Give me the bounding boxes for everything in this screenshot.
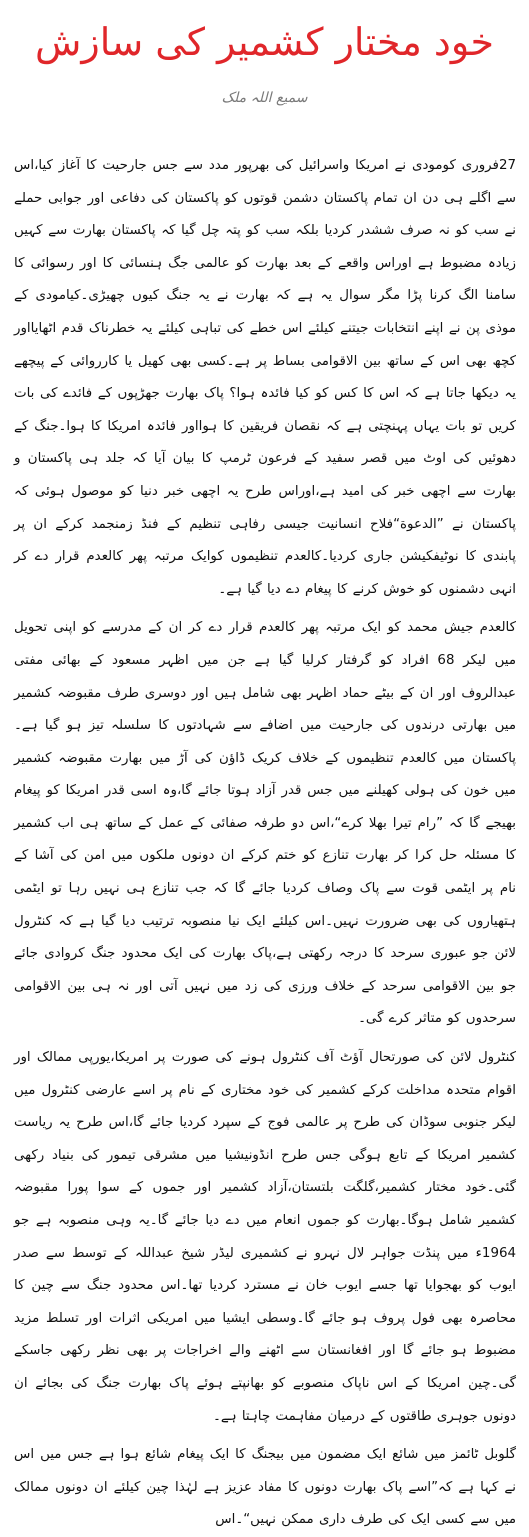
article-paragraph-1: 27فروری کومودی نے امریکا واسرائیل کی بھرپور مدد سے جس جارحیت کا آغاز کیا،اس سے اگلے ہی دن ان تمام پاکستان دشمن قوتوں کو پاکستان کی دفاعی اور جوابی حملے نے سب کو نہ صرف ششدر کردیا بلکہ سب کو پتہ چل گیا کہ پاکستان بھارت سے کہیں زیادہ مضبوط ہے اوراس واقعے کے بعد بھارت کو عالمی جگ ہنسائی کا اور رسوائی کا سامنا الگ کرنا پڑا مگر سوال یہ ہے کہ بھارت نے یہ جنگ کیوں چھیڑی۔کیامودی کے موذی پن نے اپنے انتخابات جیتنے کیلئے اس خطے کی تباہی کیلئے یہ خطرناک قدم اٹھایااور کچھ بھی اس کے ساتھ بین الاقوامی بساط پر ہے۔کسی بھی کھیل یا کارروائی کے پیچھے یہ دیکھا جاتا ہے کہ اس کا کس کو کیا فائدہ ہوا؟ پاک بھارت جھڑپوں کے فائدے کی بات کریں تو بات یہاں پہنچتی ہے کہ نقصان فریقین کا ہوااور فائدہ امریکا کا ہوا۔جنگ کے دھوئیں کی اوٹ میں قصر سفید کے فرعون ٹرمپ کا بیان آیا کہ جلد ہی پاکستان و بھارت سے اچھی خبر کی امید ہے،اوراس طرح یہ اچھی خبر دنیا کو موصول ہوئی کہ پاکستان نے ”الدعوة“فلاح انسانیت جیسی رفاہی تنظیم کے فنڈ زمنجمد کرکے ان پر پابندی کا نوٹیفکیشن جاری کردیا۔کالعدم تنظیموں کوایک مرتبہ پھر کالعدم قرار دے کر انہی دشمنوں کو خوش کرنے کا پیغام دے دیا گیا ہے۔ xyxy=(14,158,516,597)
article-body xyxy=(14,150,516,1528)
article-title: خود مختار کشمیر کی سازش xyxy=(35,20,494,64)
article-paragraph-3: کنٹرول لائن کی صورتحال آؤٹ آف کنٹرول ہونے کی صورت پر امریکا،یورپی ممالک اور اقوام متحدہ مداخلت کرکے کشمیر کی خود مختاری کے نام پر اسے عارضی کنٹرول میں لیکر جنوبی سوڈان کی طرح پر عالمی فوج کے سپرد کردیا جائے گا،اس طرح یہ ریاست کشمیر امریکا کے تابع ہوگی جس طرح انڈونیشیا میں مشرقی تیمور کی بنیاد رکھی گئی۔خود مختار کشمیر،گلگت بلتستان،آزاد کشمیر اور جموں کے سوا پورا مقبوضہ کشمیر شامل ہوگا۔بھارت کو جموں انعام میں دے دیا جائے گا۔یہ وہی منصوبہ ہے جو 1964ء میں پنڈت جواہر لال نہرو نے کشمیری لیڈر شیخ عبداللہ کے توسط سے صدر ایوب کو بھجوایا تھا جسے ایوب خان نے مسترد کردیا تھا۔اس محدود جنگ سے چین کا محاصرہ بھی فول پروف ہو جائے گا۔وسطی ایشیا میں امریکی اثرات اور تسلط مزید مضبوط ہو جائے گا اور افغانستان سے اٹھنے والے اخراجات پر بھی نظر رکھی جاسکے گی۔چین امریکا کے اس ناپاک منصوبے کو بھانپتے ہوئے پاک بھارت جنگ کی بجائے ان دونوں جوہری طاقتوں کے درمیان مفاہمت چاہتا ہے۔ xyxy=(14,1050,516,1424)
author-byline: سمیع اللہ ملک xyxy=(221,90,308,106)
article-paragraph-2: کالعدم جیش محمد کو ایک مرتبہ پھر کالعدم قرار دے کر ان کے مدرسے کو اپنی تحویل میں لیکر 68 افراد کو گرفتار کرلیا گیا ہے جن میں اظہر مسعود کے بھائی مفتی عبدالروف اور ان کے بیٹے حماد اظہر بھی شامل ہیں اور دوسری طرف مقبوضہ کشمیر میں بھارتی درندوں کی جارحیت میں اضافے سے شہادتوں کا سلسلہ تیز ہو گیا ہے۔پاکستان میں کالعدم تنظیموں کے خلاف کریک ڈاؤن کی آڑ میں بھارت مقبوضہ کشمیر میں خون کی ہولی کھیلنے میں جس قدر آزاد ہوتا جائے گا،وہ اسی قدر امریکا کو پیغام بھیجے گا کہ ”رام تیرا بھلا کرے“،اس دو طرفہ صفائی کے عمل کے ساتھ ہی اب کشمیر کا مسئلہ حل کرا کر بھارت تنازع کو ختم کرکے ان دونوں ملکوں میں امن کی آشا کے نام پر ایٹمی قوت سے پاک وصاف کردیا جائے گا کہ جب تنازع ہی نہیں رہا تو ایٹمی ہتھیاروں کی بھی ضرورت نہیں۔اس کیلئے ایک نیا منصوبہ ترتیب دیا گیا ہے کہ کنٹرول لائن جو عبوری سرحد کا درجہ رکھتی ہے،پاک بھارت کی ایک محدود جنگ کروادی جائے جو بین الاقوامی سرحد کے خلاف ورزی کی زد میں نہیں آتی اور نہ ہی بین الاقوامی سرحدوں کو متاثر کرے گی۔ xyxy=(14,620,516,1027)
article-paragraph-4: گلوبل ٹائمز میں شائع ایک مضمون میں بیجنگ کا ایک پیغام شائع ہوا ہے جس میں اس نے کہا ہے کہ”اسے پاک بھارت دونوں کا مفاد عزیز ہے لہٰذا چین کیلئے ان دونوں ممالک میں سے کسی ایک کی طرف داری ممکن نہیں“۔اس xyxy=(14,1447,516,1528)
